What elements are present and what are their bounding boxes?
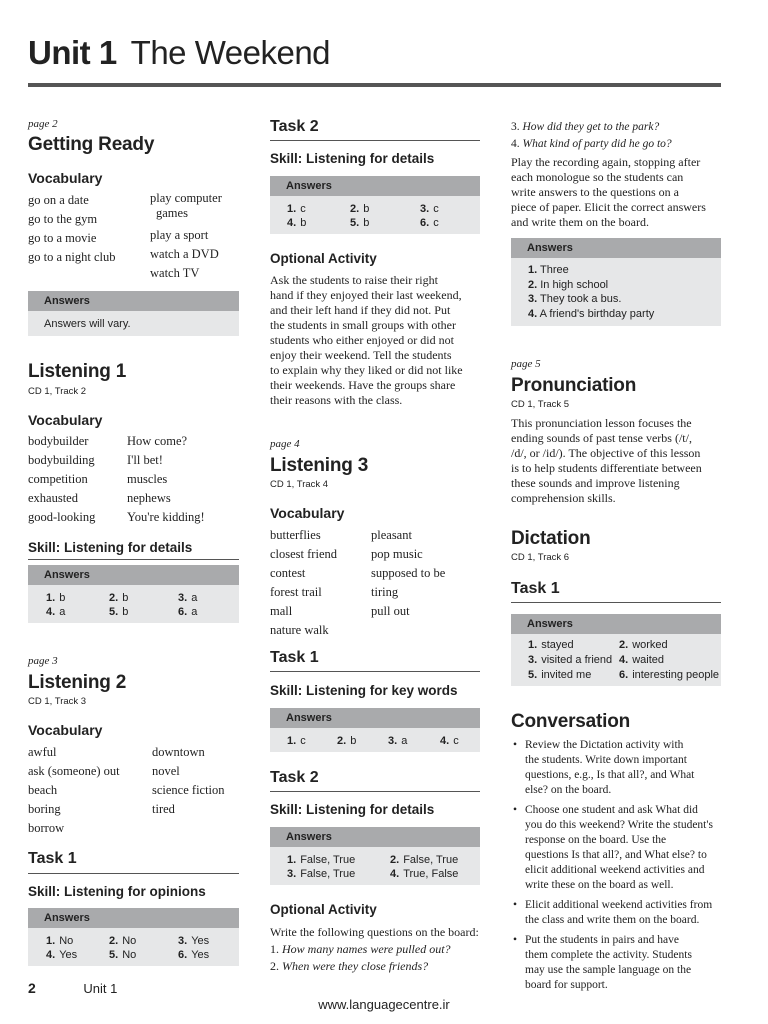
list-item: pop music — [371, 547, 423, 561]
skill-heading: Skill: Listening for details — [28, 540, 193, 555]
list-item: go on a date — [28, 193, 89, 207]
answers-box — [28, 908, 239, 966]
answer-item: 3. visited a friend — [528, 654, 613, 666]
vocab-left-list — [28, 191, 116, 267]
title-rule — [28, 83, 721, 87]
answer-item: 3. a — [178, 592, 198, 604]
unit-label: Unit 1 — [28, 34, 117, 71]
answer-item: 5. b — [350, 217, 370, 229]
page-footer — [28, 980, 117, 996]
instruction-text: Play the recording again, stopping after each monologue so the students can write answers to the questions on a piece of paper. Elicit the correct answers and write them on the board. — [511, 155, 706, 229]
skill-heading: Skill: Listening for key words — [270, 683, 458, 698]
list-item: • Choose one student and ask What did you do this weekend? Write the student's response on the board. Use the questions Is that all?, and What else? to elicit additional weekend activities and write these on the board as well. — [513, 804, 713, 891]
answer-item: 1. Three — [528, 264, 569, 276]
answer-item: 3. a — [388, 735, 408, 747]
answer-item: 1. c — [287, 735, 306, 747]
list-item: competition — [28, 472, 88, 486]
answers-header: Answers — [511, 614, 721, 634]
answer-item: 1. False, True — [287, 854, 356, 866]
list-item: tiring — [371, 585, 399, 599]
list-item: • Review the Dictation activity with the students. Write down important questions, e.g., Is that all?, and What else? on the board. — [513, 739, 695, 796]
answers-header: Answers — [28, 908, 239, 928]
cd-track: CD 1, Track 5 — [511, 399, 570, 410]
task-2-heading: Task 2 — [270, 118, 319, 135]
answers-box — [28, 291, 239, 336]
page-label-2: page 2 — [28, 118, 58, 130]
answers-box — [270, 708, 480, 752]
answer-item: 1. b — [46, 592, 66, 604]
answers-header: Answers — [511, 238, 721, 258]
vocabulary-heading: Vocabulary — [28, 722, 103, 738]
skill-heading: Skill: Listening for opinions — [28, 884, 206, 899]
answer-item: 1. stayed — [528, 639, 574, 651]
question-list: 3. How did they get to the park? 4. What kind of party did he go to? — [511, 121, 672, 150]
answer-item: 5. invited me — [528, 669, 592, 681]
list-item: watch a DVD — [150, 247, 219, 261]
vocab-right-list — [127, 432, 205, 527]
answer-item: 5. No — [109, 949, 137, 961]
vocabulary-heading: Vocabulary — [28, 170, 103, 186]
list-item: supposed to be — [371, 566, 446, 580]
vocab-right-list — [371, 526, 445, 621]
cd-track: CD 1, Track 4 — [270, 479, 329, 490]
answers-header: Answers — [270, 827, 480, 847]
list-item: nephews — [127, 491, 171, 505]
skill-heading: Skill: Listening for details — [270, 802, 435, 817]
optional-activity-text: Ask the students to raise their right hand if they enjoyed their last weekend, and their left hand if they did not. Put the students in small groups with other students who either enjoyed or did not enjoy their weekend. Tell the students to explain why they liked or did not like their weekends. Have the groups share their reasons with the class. — [270, 273, 463, 407]
answer-item: 6. c — [420, 217, 439, 229]
vocab-left-list — [270, 526, 337, 640]
conversation-list — [511, 738, 731, 998]
conversation-heading: Conversation — [511, 711, 631, 732]
answer-item: 4. a — [46, 606, 66, 618]
dictation-heading: Dictation — [511, 528, 591, 549]
page-label-5: page 5 — [511, 358, 541, 370]
answer-item: 3. False, True — [287, 868, 356, 880]
listening-3-heading: Listening 3 — [270, 455, 369, 476]
divider — [270, 791, 480, 792]
divider — [270, 140, 480, 141]
answers-box — [511, 238, 721, 326]
vocabulary-heading: Vocabulary — [270, 505, 345, 521]
task-1-heading: Task 1 — [270, 649, 319, 666]
list-item: watch TV — [150, 266, 200, 280]
list-item: You're kidding! — [127, 510, 205, 524]
skill-heading: Skill: Listening for details — [270, 151, 435, 166]
answers-box — [270, 827, 480, 885]
answers-header: Answers — [28, 291, 239, 311]
answer-item: 4. Yes — [46, 949, 78, 961]
answer-item: 3. Yes — [178, 935, 210, 947]
list-item: bodybuilding — [28, 453, 95, 467]
answers-text: Answers will vary. — [44, 318, 131, 330]
list-item: contest — [270, 566, 306, 580]
list-item: • Put the students in pairs and have them complete the activity. Students may use the sample language on the board for support. — [513, 934, 692, 991]
answers-box — [270, 176, 480, 234]
list-item: tired — [152, 802, 175, 816]
divider — [28, 559, 239, 560]
divider — [270, 671, 480, 672]
answers-header: Answers — [270, 176, 480, 196]
answer-item: 2. No — [109, 935, 137, 947]
list-item: nature walk — [270, 623, 329, 637]
list-item: boring — [28, 802, 61, 816]
list-item: How come? — [127, 434, 188, 448]
vocab-left-list — [28, 743, 120, 838]
answers-header: Answers — [270, 708, 480, 728]
page-title — [28, 34, 330, 72]
answer-item: 4. b — [287, 217, 307, 229]
answer-item: 4. A friend's birthday party — [528, 307, 655, 320]
optional-activity-text: Write the following questions on the board: 1. How many names were pulled out? 2. When were they close friends? — [270, 925, 479, 973]
optional-activity-heading: Optional Activity — [270, 251, 377, 266]
vocabulary-heading: Vocabulary — [28, 412, 103, 428]
list-item: mall — [270, 604, 293, 618]
answer-item: 6. interesting people — [619, 669, 720, 681]
list-item: go to a night club — [28, 250, 116, 264]
answer-item: 2. b — [350, 203, 370, 215]
list-item: bodybuilder — [28, 434, 89, 448]
list-item: science fiction — [152, 783, 225, 797]
listening-1-heading: Listening 1 — [28, 361, 127, 382]
answer-item: 2. False, True — [390, 854, 459, 866]
list-item: I'll bet! — [127, 453, 163, 467]
getting-ready-heading: Getting Ready — [28, 134, 155, 155]
list-item: ask (someone) out — [28, 764, 120, 778]
footer-unit: Unit 1 — [83, 981, 118, 996]
page-number: 2 — [28, 980, 36, 996]
list-item: play computer — [150, 191, 222, 205]
task-1-heading: Task 1 — [28, 850, 77, 867]
cd-track: CD 1, Track 2 — [28, 386, 87, 397]
divider — [28, 873, 239, 874]
answers-box — [28, 565, 239, 623]
pronunciation-heading: Pronunciation — [511, 375, 637, 396]
answer-item: 3. c — [420, 203, 439, 215]
answer-item: 2. In high school — [528, 278, 609, 291]
answer-item: 2. b — [109, 592, 129, 604]
optional-activity-heading: Optional Activity — [270, 902, 377, 917]
vocab-right-list — [150, 191, 222, 221]
list-item: games — [156, 206, 188, 220]
list-item: play a sport — [150, 228, 209, 242]
answer-item: 4. c — [440, 735, 459, 747]
footer-url: www.languagecentre.ir — [318, 997, 450, 1012]
pronunciation-text: This pronunciation lesson focuses the ending sounds of past tense verbs (/t/, /d/, or /id/). The objective of this lesson is to help students differentiate between these sounds and improve listening comprehension skills. — [511, 416, 702, 505]
list-item: • Elicit additional weekend activities from the class and write them on the board. — [513, 899, 713, 926]
answer-item: 5. b — [109, 606, 129, 618]
list-item: forest trail — [270, 585, 322, 599]
answer-item: 4. waited — [619, 654, 664, 666]
vocab-left-list — [28, 432, 95, 527]
list-item: closest friend — [270, 547, 337, 561]
vocab-right-list-2 — [150, 226, 219, 283]
divider — [511, 602, 721, 603]
answer-item: 6. Yes — [178, 949, 210, 961]
task-2-heading: Task 2 — [270, 769, 319, 786]
cd-track: CD 1, Track 6 — [511, 552, 570, 563]
list-item: borrow — [28, 821, 65, 835]
cd-track: CD 1, Track 3 — [28, 696, 87, 707]
task-1-heading: Task 1 — [511, 580, 560, 597]
list-item: butterflies — [270, 528, 321, 542]
answer-item: 4. True, False — [390, 868, 459, 880]
list-item: exhausted — [28, 491, 78, 505]
list-item: pull out — [371, 604, 410, 618]
answers-header: Answers — [28, 565, 239, 585]
list-item: awful — [28, 745, 57, 759]
listening-2-heading: Listening 2 — [28, 672, 127, 693]
answer-item: 1. c — [287, 203, 306, 215]
list-item: go to the gym — [28, 212, 98, 226]
list-item: muscles — [127, 472, 168, 486]
answer-item: 2. worked — [619, 639, 668, 651]
vocab-right-list — [152, 743, 225, 819]
unit-title: The Weekend — [130, 34, 331, 71]
list-item: pleasant — [371, 528, 412, 542]
page-label-3: page 3 — [28, 655, 58, 667]
list-item: beach — [28, 783, 58, 797]
answer-item: 1. No — [46, 935, 74, 947]
list-item: novel — [152, 764, 180, 778]
answer-item: 6. a — [178, 606, 198, 618]
list-item: go to a movie — [28, 231, 97, 245]
answer-item: 2. b — [337, 735, 357, 747]
list-item: good-looking — [28, 510, 96, 524]
answers-box — [511, 614, 721, 686]
list-item: downtown — [152, 745, 205, 759]
answer-item: 3. They took a bus. — [528, 293, 622, 305]
page-label-4: page 4 — [270, 438, 300, 450]
